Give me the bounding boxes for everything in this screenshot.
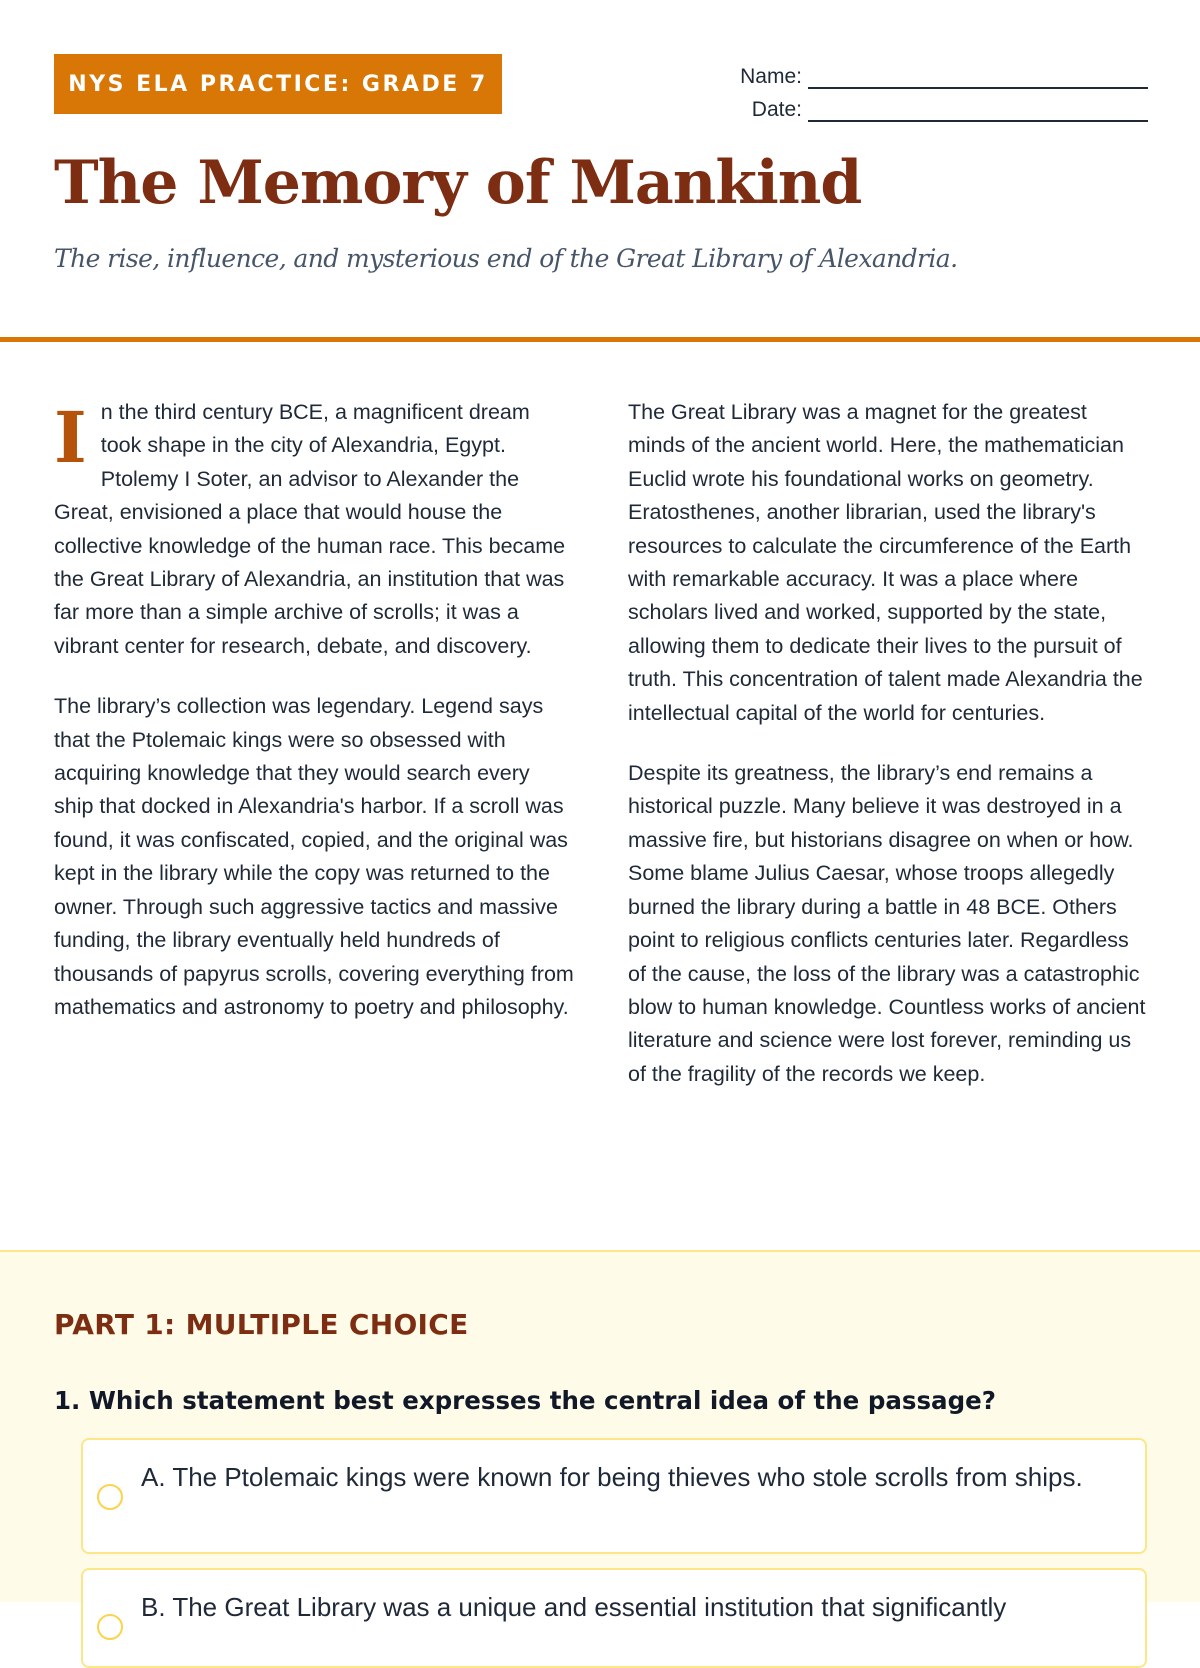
date-row (708, 89, 1148, 122)
date-field[interactable] (808, 100, 1148, 122)
article-paragraph-2: The library’s collection was legendary. Legend says that the Ptolemaic kings were so obsessed with acquiring knowledge that they would search every ship that docked in Alexandria's harbor. If a scroll was found, it was confiscated, copied, and the original was kept in the library while the copy was returned to the owner. Through such aggressive tactics and massive funding, the library eventually held hundreds of thousands of papyrus scrolls, covering everything from mathematics and astronomy to poetry and philosophy. (54, 694, 574, 1019)
header-divider (0, 337, 1200, 342)
date-label: Date: (751, 98, 802, 121)
page-subtitle: The rise, influence, and mysterious end of the Great Library of Alexandria. (54, 244, 958, 273)
radio-button[interactable] (97, 1614, 123, 1640)
answer-option-b[interactable] (81, 1568, 1147, 1668)
radio-button[interactable] (97, 1484, 123, 1510)
answer-option-text: B. The Great Library was a unique and essential institution that significantly (141, 1592, 1007, 1622)
grade-badge: NYS ELA PRACTICE: GRADE 7 (54, 54, 502, 114)
article-column-right (628, 396, 1148, 1118)
name-row (708, 56, 1148, 89)
name-date-block (708, 56, 1148, 122)
article-paragraph-4: Despite its greatness, the library’s end remains a historical puzzle. Many believe it was destroyed in a massive fire, but historians disagree on when or how. Some blame Julius Caesar, whose troops allegedly burned the library during a battle in 48 BCE. Others point to religious conflicts centuries later. Regardless of the cause, the loss of the library was a catastrophic blow to human knowledge. Countless works of ancient literature and science were lost forever, reminding us of the fragility of the records we keep. (628, 761, 1146, 1086)
answer-option-text: A. The Ptolemaic kings were known for being thieves who stole scrolls from ships. (141, 1462, 1083, 1492)
paragraph-1-text: n the third century BCE, a magnificent dream took shape in the city of Alexandria, Egypt. Ptolemy I Soter, an advisor to Alexander the Great, envisioned a place that would house the collective knowledge of the human race. This became the Great Library of Alexandria, an institution that was far more than a simple archive of scrolls; it was a vibrant center for research, debate, and discovery. (54, 400, 566, 658)
section-title: PART 1: MULTIPLE CHOICE (54, 1308, 469, 1341)
name-label: Name: (740, 65, 802, 88)
answer-option-a[interactable] (81, 1438, 1147, 1554)
question-1: 1. Which statement best expresses the central idea of the passage? (54, 1386, 996, 1415)
multiple-choice-section (0, 1250, 1200, 1622)
article-paragraph-3: The Great Library was a magnet for the greatest minds of the ancient world. Here, the mathematician Euclid wrote his foundational works on geometry. Eratosthenes, another librarian, used the library's resources to calculate the circumference of the Earth with remarkable accuracy. It was a place where scholars lived and worked, supported by the state, allowing them to dedicate their lives to the pursuit of truth. This concentration of talent made Alexandria the intellectual capital of the world for centuries. (628, 400, 1143, 725)
article-column-left (54, 396, 574, 1051)
page-title: The Memory of Mankind (54, 148, 862, 218)
drop-cap: I (54, 396, 87, 479)
article-paragraph-1 (54, 396, 574, 663)
name-field[interactable] (808, 67, 1148, 89)
